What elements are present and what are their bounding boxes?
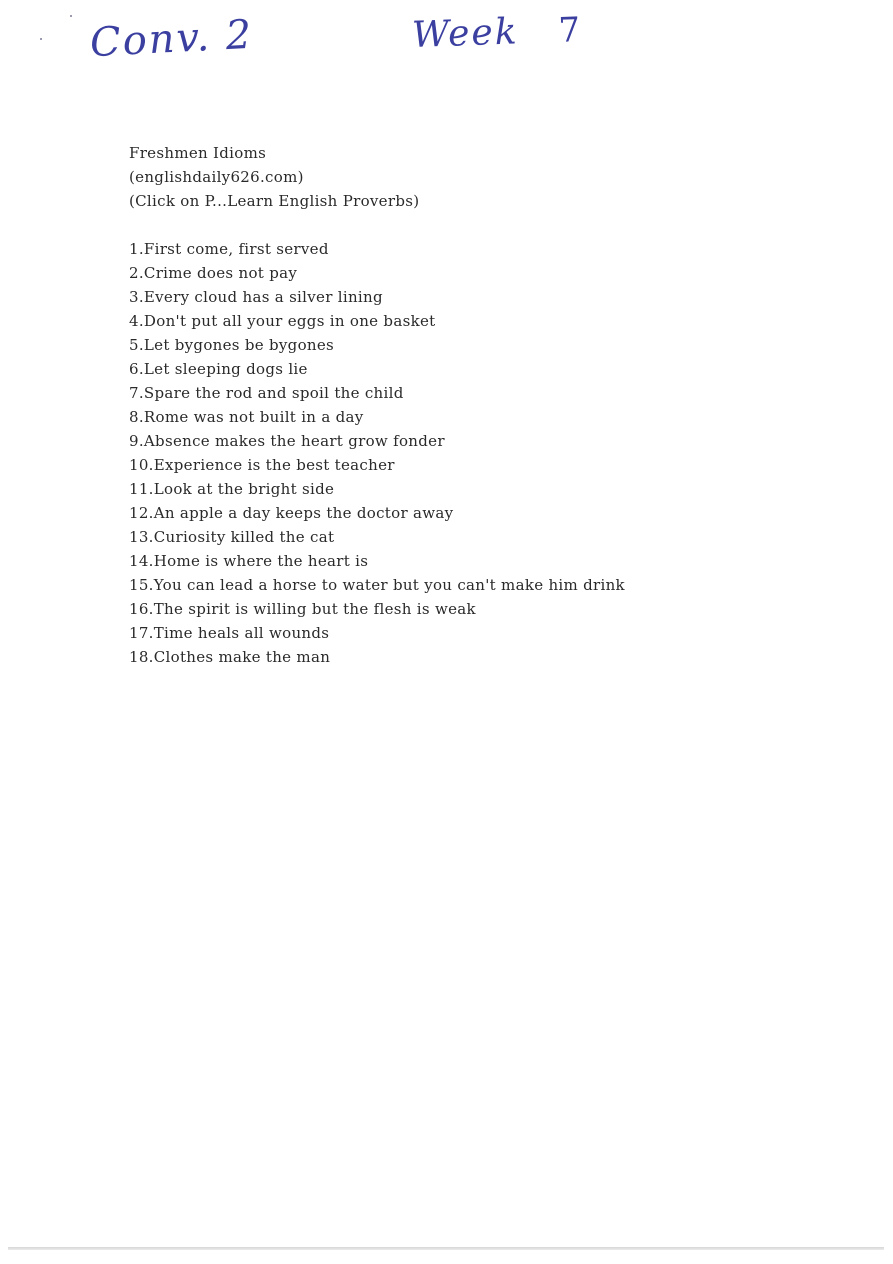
idiom-item: 10.Experience is the best teacher bbox=[129, 456, 395, 474]
idiom-item: 11.Look at the bright side bbox=[129, 480, 335, 498]
idiom-item: 16.The spirit is willing but the flesh is weak bbox=[129, 600, 476, 618]
idiom-item: 3.Every cloud has a silver lining bbox=[129, 288, 383, 306]
source-website: (englishdaily626.com) bbox=[129, 168, 304, 186]
idiom-item: 2.Crime does not pay bbox=[129, 264, 298, 282]
idiom-item: 6.Let sleeping dogs lie bbox=[129, 360, 308, 378]
handwritten-course-label: Conv. 2 bbox=[88, 11, 255, 67]
document-title: Freshmen Idioms bbox=[129, 144, 267, 162]
handwritten-week-word: Week bbox=[411, 11, 520, 56]
idiom-item: 9.Absence makes the heart grow fonder bbox=[129, 432, 445, 450]
idiom-item: 7.Spare the rod and spoil the child bbox=[129, 384, 404, 402]
source-instruction: (Click on P...Learn English Proverbs) bbox=[129, 192, 420, 210]
ink-speck bbox=[40, 38, 42, 40]
idiom-item: 15.You can lead a horse to water but you can't make him drink bbox=[129, 576, 625, 594]
idiom-item: 8.Rome was not built in a day bbox=[129, 408, 364, 426]
handwritten-week-label bbox=[411, 9, 582, 56]
ink-speck bbox=[70, 15, 72, 17]
scan-bottom-edge bbox=[8, 1247, 884, 1250]
idiom-item: 12.An apple a day keeps the doctor away bbox=[129, 504, 454, 522]
idiom-list bbox=[129, 237, 625, 669]
idiom-item: 1.First come, first served bbox=[129, 240, 329, 258]
handwritten-week-number: 7 bbox=[557, 10, 583, 51]
idiom-item: 17.Time heals all wounds bbox=[129, 624, 330, 642]
idiom-item: 5.Let bygones be bygones bbox=[129, 336, 335, 354]
idiom-item: 13.Curiosity killed the cat bbox=[129, 528, 335, 546]
idiom-item: 18.Clothes make the man bbox=[129, 648, 331, 666]
idiom-item: 14.Home is where the heart is bbox=[129, 552, 369, 570]
idiom-item: 4.Don't put all your eggs in one basket bbox=[129, 312, 436, 330]
document-body bbox=[129, 141, 625, 669]
